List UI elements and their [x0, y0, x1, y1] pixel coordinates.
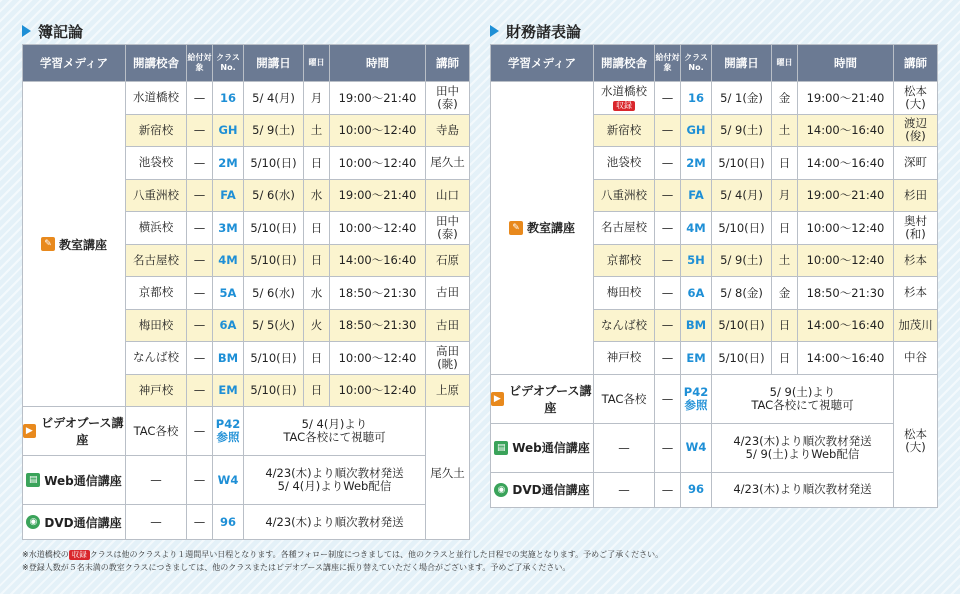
- school-cell: 水道橋校 収録: [594, 82, 655, 115]
- kyufu-cell: —: [655, 342, 681, 375]
- weekday-cell: 日: [772, 342, 798, 375]
- media-label: ビデオブース講座: [509, 383, 592, 415]
- date-cell: 5/ 9(土): [712, 114, 772, 147]
- weekday-cell: 日: [772, 309, 798, 342]
- time-cell: 10:00～12:40: [330, 342, 426, 375]
- time-cell: 10:00～12:40: [330, 374, 426, 407]
- kyufu-cell: —: [655, 212, 681, 245]
- class-no-cell: P42参照: [681, 374, 712, 423]
- school-cell: 新宿校: [594, 114, 655, 147]
- class-no-cell: P42参照: [213, 407, 244, 456]
- boki-title-text: 簿記論: [38, 22, 84, 41]
- weekday-cell: 土: [772, 244, 798, 277]
- footnote-1: ※水道橋校の 収録 クラスは他のクラスより１週間早い日程となります。各種フォロー制度につきましては、他のクラスと並行した日程での実施となります。予めご了承ください。: [22, 550, 664, 559]
- weekday-cell: 日: [304, 147, 330, 180]
- date-cell: 5/ 9(土): [712, 244, 772, 277]
- time-cell: 10:00～12:40: [330, 147, 426, 180]
- header-row: [23, 45, 470, 82]
- media-label: Web通信講座: [512, 441, 590, 455]
- teacher-cell: 奥村(和): [894, 212, 938, 245]
- weekday-cell: 土: [772, 114, 798, 147]
- class-no-cell: 2M: [681, 147, 712, 180]
- teacher-cell: 石原: [426, 244, 470, 277]
- teacher-cell: 寺島: [426, 114, 470, 147]
- media-cell: [23, 407, 126, 456]
- class-no-cell: 2M: [213, 147, 244, 180]
- date-cell: 5/10(日): [244, 212, 304, 245]
- time-cell: 18:50～21:30: [330, 309, 426, 342]
- media-cell: [491, 472, 594, 507]
- media-label: 教室講座: [58, 237, 107, 252]
- table-row: [23, 456, 470, 505]
- school-cell: —: [126, 505, 187, 540]
- media-label: DVD通信講座: [44, 515, 122, 530]
- school-cell: —: [594, 423, 655, 472]
- table-row: [23, 505, 470, 540]
- kyufu-cell: —: [187, 114, 213, 147]
- teacher-cell: 古田: [426, 309, 470, 342]
- class-no-cell: 5H: [681, 244, 712, 277]
- header-row: [491, 45, 938, 82]
- column-header: 開講日: [244, 45, 304, 82]
- kyufu-cell: —: [655, 309, 681, 342]
- table-row: [491, 82, 938, 115]
- time-cell: 14:00～16:40: [330, 244, 426, 277]
- weekday-cell: 金: [772, 277, 798, 310]
- kyufu-cell: —: [187, 309, 213, 342]
- kyufu-cell: —: [187, 342, 213, 375]
- media-label: Web通信講座: [44, 473, 122, 488]
- weekday-cell: 火: [304, 309, 330, 342]
- table-row: [491, 423, 938, 472]
- info-cell: 5/ 4(月)より TAC各校にて視聴可: [244, 407, 426, 456]
- school-cell: 梅田校: [126, 309, 187, 342]
- school-cell: なんば校: [126, 342, 187, 375]
- boki-table: [22, 44, 470, 540]
- table-row: [23, 82, 470, 115]
- teacher-cell: 深町: [894, 147, 938, 180]
- kyufu-cell: —: [187, 147, 213, 180]
- dvd-icon: ◉: [494, 483, 508, 497]
- media-label: DVD通信講座: [512, 483, 590, 497]
- weekday-cell: 金: [772, 82, 798, 115]
- recording-badge: 収録: [613, 101, 635, 111]
- date-cell: 5/ 5(火): [244, 309, 304, 342]
- class-no-cell: 16: [681, 82, 712, 115]
- kyufu-cell: —: [187, 244, 213, 277]
- teacher-cell: 渡辺(俊): [894, 114, 938, 147]
- table-row: [491, 472, 938, 507]
- boki-title: [22, 18, 469, 44]
- zaimu-section: [490, 18, 937, 508]
- class-no-cell: 96: [681, 472, 712, 507]
- time-cell: 10:00～12:40: [798, 244, 894, 277]
- date-cell: 5/10(日): [244, 374, 304, 407]
- school-cell: 神戸校: [126, 374, 187, 407]
- class-no-cell: GH: [681, 114, 712, 147]
- media-label: ビデオブース講座: [41, 416, 124, 447]
- teacher-cell: 松本(大): [894, 82, 938, 115]
- info-cell: 4/23(木)より順次教材発送 5/ 9(土)よりWeb配信: [712, 423, 894, 472]
- class-no-cell: 3M: [213, 212, 244, 245]
- weekday-cell: 水: [304, 277, 330, 310]
- column-header: 開講校舎: [126, 45, 187, 82]
- date-cell: 5/10(日): [712, 342, 772, 375]
- dvd-icon: ◉: [26, 515, 40, 529]
- weekday-cell: 日: [304, 342, 330, 375]
- media-cell: [491, 423, 594, 472]
- kyufu-cell: —: [187, 212, 213, 245]
- date-cell: 5/ 6(水): [244, 179, 304, 212]
- date-cell: 5/ 9(土): [244, 114, 304, 147]
- time-cell: 10:00～12:40: [330, 114, 426, 147]
- zaimu-title: [490, 18, 937, 44]
- recording-badge: 収録: [69, 550, 90, 560]
- web-icon: ▤: [26, 473, 40, 487]
- teacher-cell: 尾久土: [426, 407, 470, 540]
- zaimu-table: [490, 44, 938, 508]
- school-cell: 池袋校: [126, 147, 187, 180]
- class-no-cell: 96: [213, 505, 244, 540]
- column-header: 時間: [330, 45, 426, 82]
- triangle-icon: [22, 25, 31, 37]
- media-cell: [23, 456, 126, 505]
- time-cell: 19:00～21:40: [330, 179, 426, 212]
- class-no-cell: GH: [213, 114, 244, 147]
- date-cell: 5/ 4(月): [712, 179, 772, 212]
- teacher-cell: 山口: [426, 179, 470, 212]
- date-cell: 5/10(日): [244, 244, 304, 277]
- time-cell: 19:00～21:40: [330, 82, 426, 115]
- kyufu-cell: —: [655, 114, 681, 147]
- time-cell: 18:50～21:30: [798, 277, 894, 310]
- video-icon: ▶: [23, 424, 36, 438]
- kyufu-cell: —: [187, 456, 213, 505]
- classroom-icon: ✎: [41, 237, 55, 251]
- teacher-cell: 上原: [426, 374, 470, 407]
- time-cell: 10:00～12:40: [330, 212, 426, 245]
- time-cell: 14:00～16:40: [798, 147, 894, 180]
- date-cell: 5/ 8(金): [712, 277, 772, 310]
- class-no-cell: W4: [681, 423, 712, 472]
- column-header: 開講日: [712, 45, 772, 82]
- table-row: [23, 407, 470, 456]
- date-cell: 5/ 1(金): [712, 82, 772, 115]
- info-cell: 4/23(木)より順次教材発送 5/ 4(月)よりWeb配信: [244, 456, 426, 505]
- class-no-cell: FA: [681, 179, 712, 212]
- teacher-cell: 田中(泰): [426, 82, 470, 115]
- kyufu-cell: —: [187, 179, 213, 212]
- school-cell: 名古屋校: [594, 212, 655, 245]
- kyufu-cell: —: [187, 407, 213, 456]
- video-icon: ▶: [491, 392, 504, 406]
- media-cell: [491, 82, 594, 375]
- school-cell: 水道橋校: [126, 82, 187, 115]
- weekday-cell: 日: [304, 212, 330, 245]
- time-cell: 14:00～16:40: [798, 114, 894, 147]
- date-cell: 5/10(日): [712, 212, 772, 245]
- teacher-cell: 尾久土: [426, 147, 470, 180]
- column-header: 講師: [894, 45, 938, 82]
- kyufu-cell: —: [655, 374, 681, 423]
- column-header: 曜日: [304, 45, 330, 82]
- time-cell: 18:50～21:30: [330, 277, 426, 310]
- footnote-2: ※登録人数が５名未満の教室クラスにつきましては、他のクラスまたはビデオブース講座に振り替えていただく場合がございます。予めご了承ください。: [22, 563, 571, 572]
- column-header: 給付対象: [187, 45, 213, 82]
- triangle-icon: [490, 25, 499, 37]
- date-cell: 5/10(日): [712, 147, 772, 180]
- date-cell: 5/ 6(水): [244, 277, 304, 310]
- school-cell: TAC各校: [126, 407, 187, 456]
- school-cell: —: [594, 472, 655, 507]
- table-row: [491, 374, 938, 423]
- kyufu-cell: —: [655, 147, 681, 180]
- school-cell: 池袋校: [594, 147, 655, 180]
- kyufu-cell: —: [187, 277, 213, 310]
- class-no-cell: EM: [681, 342, 712, 375]
- weekday-cell: 月: [304, 82, 330, 115]
- kyufu-cell: —: [655, 277, 681, 310]
- school-cell: 八重洲校: [126, 179, 187, 212]
- class-no-cell: 4M: [213, 244, 244, 277]
- class-no-cell: 5A: [213, 277, 244, 310]
- class-no-cell: 16: [213, 82, 244, 115]
- media-cell: [491, 374, 594, 423]
- class-no-cell: FA: [213, 179, 244, 212]
- date-cell: 5/10(日): [712, 309, 772, 342]
- weekday-cell: 日: [772, 147, 798, 180]
- column-header: クラスNo.: [213, 45, 244, 82]
- teacher-cell: 杉田: [894, 179, 938, 212]
- weekday-cell: 水: [304, 179, 330, 212]
- school-cell: —: [126, 456, 187, 505]
- time-cell: 14:00～16:40: [798, 309, 894, 342]
- media-cell: [23, 82, 126, 407]
- date-cell: 5/10(日): [244, 342, 304, 375]
- kyufu-cell: —: [187, 505, 213, 540]
- teacher-cell: 田中(泰): [426, 212, 470, 245]
- school-cell: 八重洲校: [594, 179, 655, 212]
- school-cell: 京都校: [594, 244, 655, 277]
- school-cell: TAC各校: [594, 374, 655, 423]
- school-cell: 横浜校: [126, 212, 187, 245]
- time-cell: 19:00～21:40: [798, 82, 894, 115]
- teacher-cell: 杉本: [894, 277, 938, 310]
- teacher-cell: 松本(大): [894, 374, 938, 507]
- column-header: クラスNo.: [681, 45, 712, 82]
- teacher-cell: 中谷: [894, 342, 938, 375]
- kyufu-cell: —: [655, 423, 681, 472]
- school-cell: 京都校: [126, 277, 187, 310]
- media-label: 教室講座: [526, 221, 575, 236]
- class-no-cell: W4: [213, 456, 244, 505]
- info-cell: 5/ 9(土)より TAC各校にて視聴可: [712, 374, 894, 423]
- column-header: 時間: [798, 45, 894, 82]
- teacher-cell: 杉本: [894, 244, 938, 277]
- info-cell: 4/23(木)より順次教材発送: [244, 505, 426, 540]
- weekday-cell: 日: [304, 374, 330, 407]
- classroom-icon: ✎: [509, 221, 523, 235]
- media-cell: [23, 505, 126, 540]
- column-header: 開講校舎: [594, 45, 655, 82]
- school-cell: 名古屋校: [126, 244, 187, 277]
- footnotes: [22, 548, 663, 574]
- class-no-cell: BM: [681, 309, 712, 342]
- column-header: 講師: [426, 45, 470, 82]
- weekday-cell: 日: [304, 244, 330, 277]
- school-cell: 梅田校: [594, 277, 655, 310]
- time-cell: 19:00～21:40: [798, 179, 894, 212]
- class-no-cell: 6A: [681, 277, 712, 310]
- kyufu-cell: —: [655, 244, 681, 277]
- column-header: 学習メディア: [23, 45, 126, 82]
- teacher-cell: 加茂川: [894, 309, 938, 342]
- class-no-cell: BM: [213, 342, 244, 375]
- kyufu-cell: —: [187, 374, 213, 407]
- date-cell: 5/ 4(月): [244, 82, 304, 115]
- time-cell: 10:00～12:40: [798, 212, 894, 245]
- class-no-cell: EM: [213, 374, 244, 407]
- column-header: 学習メディア: [491, 45, 594, 82]
- school-cell: 新宿校: [126, 114, 187, 147]
- kyufu-cell: —: [655, 82, 681, 115]
- teacher-cell: 古田: [426, 277, 470, 310]
- info-cell: 4/23(木)より順次教材発送: [712, 472, 894, 507]
- boki-section: [22, 18, 469, 540]
- column-header: 曜日: [772, 45, 798, 82]
- school-cell: なんば校: [594, 309, 655, 342]
- school-cell: 神戸校: [594, 342, 655, 375]
- date-cell: 5/10(日): [244, 147, 304, 180]
- time-cell: 14:00～16:40: [798, 342, 894, 375]
- weekday-cell: 月: [772, 179, 798, 212]
- weekday-cell: 日: [772, 212, 798, 245]
- web-icon: ▤: [494, 441, 508, 455]
- kyufu-cell: —: [187, 82, 213, 115]
- kyufu-cell: —: [655, 472, 681, 507]
- zaimu-title-text: 財務諸表論: [506, 22, 582, 41]
- teacher-cell: 高田(眺): [426, 342, 470, 375]
- class-no-cell: 4M: [681, 212, 712, 245]
- kyufu-cell: —: [655, 179, 681, 212]
- class-no-cell: 6A: [213, 309, 244, 342]
- weekday-cell: 土: [304, 114, 330, 147]
- column-header: 給付対象: [655, 45, 681, 82]
